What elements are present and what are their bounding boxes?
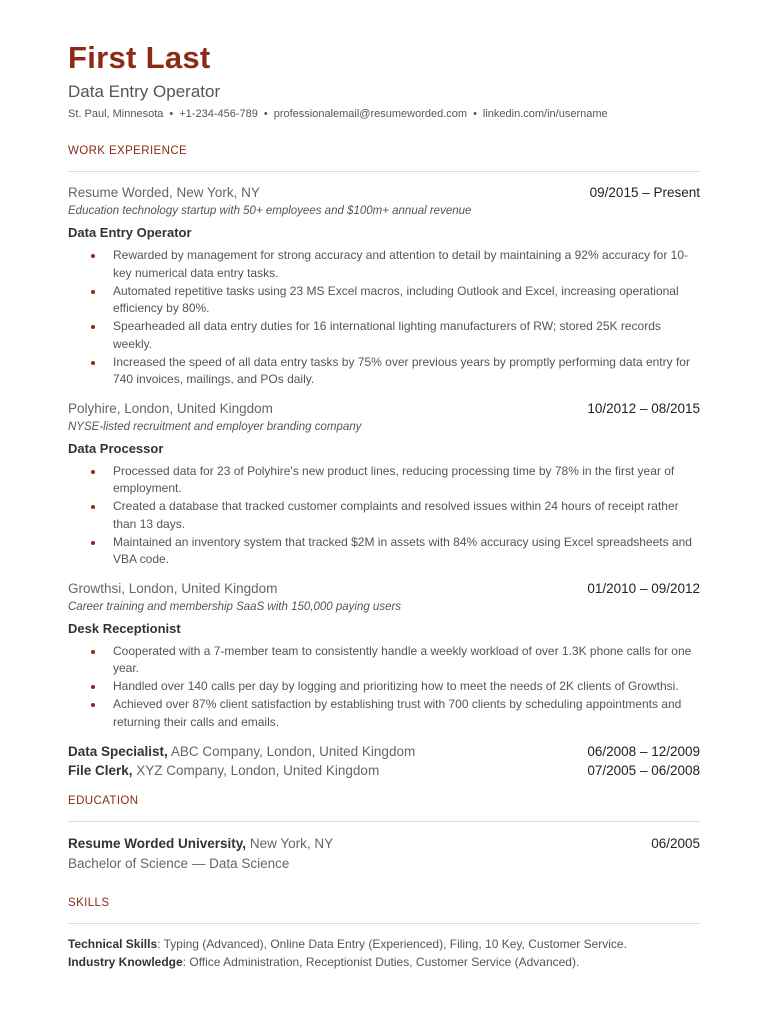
bullet-text: Spearheaded all data entry duties for 16 international lighting manufacturers of RW; stored 25K records weekly. [113, 319, 661, 351]
bullet-item [68, 463, 700, 498]
bullet-item [68, 696, 700, 731]
additional-roles [68, 743, 700, 780]
bullet-item [68, 354, 700, 389]
skills-line [68, 953, 700, 971]
bullet-item [68, 678, 700, 696]
candidate-title: Data Entry Operator [68, 82, 221, 101]
job-role: Data Processor [68, 440, 164, 456]
skills-text: : Typing (Advanced), Online Data Entry (Experienced), Filing, 10 Key, Customer Service. [157, 936, 627, 951]
education-location: New York, NY [249, 836, 334, 851]
job-entry [68, 401, 700, 569]
bullet-dot [91, 470, 95, 474]
contact-phone: +1-234-456-789 [179, 108, 258, 120]
bullet-dot [91, 685, 95, 689]
job-description: NYSE-listed recruitment and employer branding company [68, 420, 362, 433]
education-heading: EDUCATION [68, 795, 139, 807]
section-divider [68, 821, 700, 822]
education-degree: Bachelor of Science — Data Science [68, 855, 290, 871]
job-date: 09/2015 – Present [589, 185, 700, 200]
bullet-text: Increased the speed of all data entry tasks by 75% over previous years by promptly performing data entry for 740 invoices, mailings, and POs daily. [113, 354, 690, 386]
additional-role-text [68, 762, 379, 781]
contact-linkedin[interactable]: linkedin.com/in/username [482, 108, 608, 120]
additional-role [68, 762, 700, 781]
contact-location: St. Paul, Minnesota [68, 108, 164, 120]
education-entry [68, 835, 700, 874]
education-school-line [68, 835, 333, 854]
job-role: Desk Receptionist [68, 620, 181, 636]
section-divider [68, 171, 700, 172]
candidate-name: First Last [68, 40, 211, 75]
contact-separator: • [263, 108, 268, 120]
skills-heading: SKILLS [68, 896, 110, 909]
job-description: Education technology startup with 50+ employees and $100m+ annual revenue [68, 205, 472, 217]
job-bullets [68, 247, 700, 389]
additional-role-title: File Clerk, [68, 762, 133, 778]
bullet-dot [91, 703, 95, 707]
bullet-text: Created a database that tracked customer complaints and resolved issues within 24 hours of receipt rather than 13 days. [113, 499, 679, 531]
education-header [68, 835, 700, 854]
job-company: Growthsi, London, United Kingdom [68, 580, 278, 596]
additional-role [68, 743, 700, 762]
job-bullets [68, 463, 700, 569]
bullet-text: Achieved over 87% client satisfaction by establishing trust with 700 clients by scheduling appointments and returning their calls and emails. [113, 697, 682, 729]
job-role: Data Entry Operator [68, 225, 192, 240]
bullet-dot [91, 290, 95, 294]
additional-role-text [68, 743, 415, 762]
additional-role-company: ABC Company, London, United Kingdom [170, 744, 416, 759]
job-header [68, 581, 700, 597]
skills-text: : Office Administration, Receptionist Duties, Customer Service (Advanced). [182, 954, 580, 969]
additional-role-date: 07/2005 – 06/2008 [587, 762, 700, 778]
skills-label: Technical Skills [68, 936, 158, 951]
job-bullets [68, 643, 700, 732]
bullet-dot [91, 541, 95, 545]
resume-page [68, 40, 700, 971]
job-company: Polyhire, London, United Kingdom [68, 400, 273, 416]
bullet-text: Automated repetitive tasks using 23 MS Excel macros, including Outlook and Excel, increasing operational efficiency by 80%. [113, 283, 679, 315]
bullet-text: Handled over 140 calls per day by logging and prioritizing how to meet the needs of 2K clients of Growthsi. [113, 679, 679, 693]
skills-line [68, 935, 700, 953]
additional-role-company: XYZ Company, London, United Kingdom [136, 762, 380, 778]
work-experience-heading: WORK EXPERIENCE [68, 145, 188, 157]
contact-separator: • [473, 108, 477, 120]
bullet-dot [91, 505, 95, 509]
bullet-item [68, 643, 700, 678]
bullet-dot [91, 254, 95, 258]
additional-role-title: Data Specialist, [68, 744, 168, 759]
contact-email[interactable]: professionalemail@resumeworded.com [273, 108, 468, 120]
job-entry [68, 581, 700, 732]
education-date: 06/2005 [651, 836, 700, 851]
bullet-text: Maintained an inventory system that tracked $2M in assets with 84% accuracy using Excel spreadsheets and VBA code. [113, 534, 692, 566]
bullet-dot [91, 325, 95, 329]
section-divider [68, 923, 700, 924]
bullet-item [68, 283, 700, 318]
additional-role-date: 06/2008 – 12/2009 [587, 744, 700, 759]
job-date: 01/2010 – 09/2012 [587, 580, 700, 596]
bullet-item [68, 534, 700, 569]
bullet-dot [91, 361, 95, 365]
job-header [68, 185, 700, 201]
bullet-text: Rewarded by management for strong accuracy and attention to detail by maintaining a 92% accuracy for 10-key numerical data entry tasks. [113, 248, 688, 280]
job-date: 10/2012 – 08/2015 [587, 400, 700, 416]
job-header [68, 401, 700, 417]
bullet-item [68, 498, 700, 533]
skills-label: Industry Knowledge [68, 954, 183, 969]
job-company: Resume Worded, New York, NY [68, 185, 260, 200]
contact-separator: • [169, 108, 174, 120]
bullet-text: Cooperated with a 7-member team to consistently handle a weekly workload of over 1.3K phone calls for one year. [113, 643, 692, 675]
bullet-text: Processed data for 23 of Polyhire's new product lines, reducing processing time by 78% in the first year of employment. [113, 463, 675, 495]
bullet-item [68, 318, 700, 353]
bullet-item [68, 247, 700, 282]
job-entry [68, 185, 700, 389]
education-school: Resume Worded University, [68, 836, 247, 851]
job-description: Career training and membership SaaS with 150,000 paying users [68, 600, 402, 613]
bullet-dot [91, 650, 95, 654]
skills-list [68, 935, 700, 971]
contact-line [68, 107, 700, 121]
